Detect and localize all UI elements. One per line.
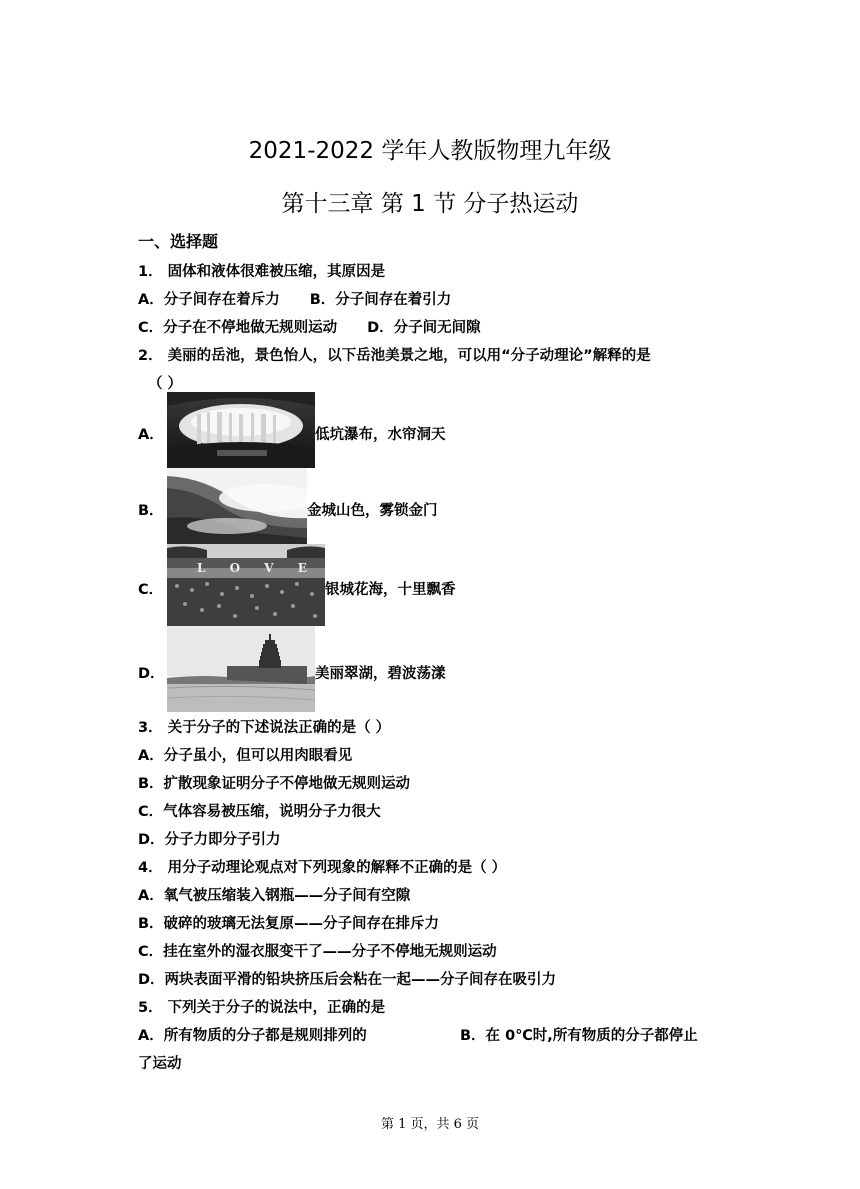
q1-option-c: C．分子在不停地做无规则运动 xyxy=(138,320,338,336)
doc-title-line2: 第十三章 第 1 节 分子热运动 xyxy=(281,191,579,217)
q2-answer-paren: （ ） xyxy=(148,376,183,392)
q1-options-row2 xyxy=(138,316,481,337)
section-heading: 一、选择题 xyxy=(138,232,219,251)
q2-option-b xyxy=(138,468,538,544)
waterfall-cave-photo xyxy=(167,392,315,468)
q2-option-c-letter: C． xyxy=(138,582,164,598)
q4-option-a: A．氧气被压缩装入钢瓶——分子间有空隙 xyxy=(138,888,411,904)
q2-stem: 2． 美丽的岳池，景色怡人，以下岳池美景之地，可以用“分子动理论”解释的是 xyxy=(138,348,651,364)
q2-option-d-caption: 美丽翠湖，碧波荡漾 xyxy=(315,666,446,682)
q3-option-d: D．分子力即分子引力 xyxy=(138,832,281,848)
lake-pagoda-photo xyxy=(167,626,315,712)
q3-stem: 3． 关于分子的下述说法正确的是（ ） xyxy=(138,720,391,736)
misty-mountain-photo xyxy=(167,468,307,544)
q3-option-b: B．扩散现象证明分子不停地做无规则运动 xyxy=(138,776,411,792)
q2-option-a xyxy=(138,392,538,468)
q1-option-d: D．分子间无间隙 xyxy=(367,320,481,336)
q3-option-a: A．分子虽小，但可以用肉眼看见 xyxy=(138,748,353,764)
love-sign-text: L O V E xyxy=(197,561,317,575)
q5-option-b: B．在 0℃时,所有物质的分子都停止 xyxy=(460,1028,698,1044)
q1-option-b: B．分子间存在着引力 xyxy=(309,292,452,308)
q2-option-c-caption: 银城花海，十里飘香 xyxy=(325,582,456,598)
q4-option-b: B．破碎的玻璃无法复原——分子间存在排斥力 xyxy=(138,916,440,932)
q4-option-c: C．挂在室外的湿衣服变干了——分子不停地无规则运动 xyxy=(138,944,497,960)
q1-option-a: A．分子间存在着斥力 xyxy=(138,292,280,308)
q2-option-c xyxy=(138,544,538,626)
q5-stem: 5． 下列关于分子的说法中，正确的是 xyxy=(138,1000,386,1016)
q2-option-b-letter: B． xyxy=(138,503,164,519)
flower-field-photo xyxy=(167,544,325,626)
q2-option-a-caption: 低坑瀑布，水帘洞天 xyxy=(315,427,446,443)
q3-option-c: C．气体容易被压缩，说明分子力很大 xyxy=(138,804,381,820)
q1-options-row1 xyxy=(138,288,451,309)
q2-option-a-letter: A． xyxy=(138,427,164,443)
q5-option-b-continued: 了运动 xyxy=(138,1056,182,1072)
page-footer: 第 1 页，共 6 页 xyxy=(380,1117,480,1132)
doc-title-line1: 2021-2022 学年人教版物理九年级 xyxy=(248,138,612,164)
q2-option-d xyxy=(138,626,538,712)
q1-stem: 1． 固体和液体很难被压缩，其原因是 xyxy=(138,264,386,280)
q2-option-d-letter: D． xyxy=(138,666,165,682)
q2-option-b-caption: 金城山色，雾锁金门 xyxy=(307,503,438,519)
q5-option-a: A．所有物质的分子都是规则排列的 xyxy=(138,1028,367,1044)
q4-option-d: D．两块表面平滑的铅块挤压后会粘在一起——分子间存在吸引力 xyxy=(138,972,557,988)
q4-stem: 4． 用分子动理论观点对下列现象的解释不正确的是（ ） xyxy=(138,860,507,876)
